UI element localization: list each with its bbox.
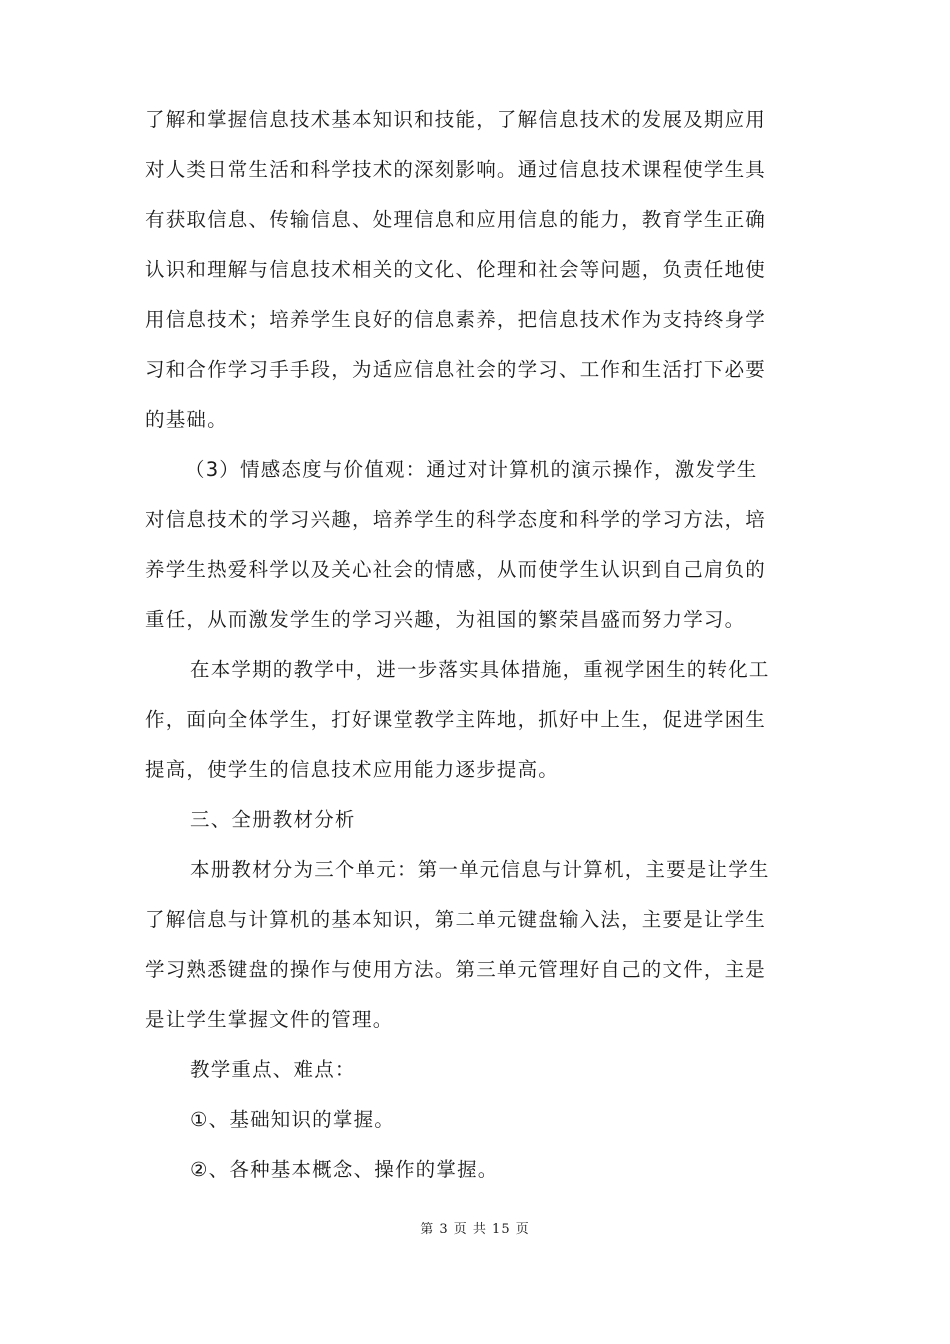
paragraph-line: 学习熟悉键盘的操作与使用方法。第三单元管理好自己的文件，主是: [145, 958, 767, 981]
paragraph-line: 养学生热爱科学以及关心社会的情感，从而使学生认识到自己肩负的: [145, 558, 767, 581]
paragraph-line: 对人类日常生活和科学技术的深刻影响。通过信息技术课程使学生具: [145, 158, 767, 181]
paragraph-line: 在本学期的教学中，进一步落实具体措施，重视学困生的转化工: [190, 658, 770, 681]
paragraph-line: 习和合作学习手手段，为适应信息社会的学习、工作和生活打下必要: [145, 358, 767, 381]
paragraph-line: 的基础。: [145, 408, 228, 431]
paragraph-line: 本册教材分为三个单元：第一单元信息与计算机，主要是让学生: [190, 858, 770, 881]
paragraph-line: 对信息技术的学习兴趣，培养学生的科学态度和科学的学习方法，培: [145, 508, 767, 531]
page-number-footer: 第 3 页 共 15 页: [420, 1222, 530, 1237]
paragraph-line: 了解信息与计算机的基本知识，第二单元键盘输入法，主要是让学生: [145, 908, 767, 931]
paragraph-line: 用信息技术；培养学生良好的信息素养，把信息技术作为支持终身学: [145, 308, 767, 331]
paragraph-line: 认识和理解与信息技术相关的文化、伦理和社会等问题，负责任地使: [145, 258, 767, 281]
paragraph-line: 了解和掌握信息技术基本知识和技能，了解信息技术的发展及期应用: [145, 108, 767, 131]
list-item: ②、各种基本概念、操作的掌握。: [190, 1158, 499, 1181]
paragraph-line: 提高，使学生的信息技术应用能力逐步提高。: [145, 758, 560, 781]
section-heading: 三、全册教材分析: [190, 808, 356, 831]
paragraph-line: 有获取信息、传输信息、处理信息和应用信息的能力，教育学生正确: [145, 208, 767, 231]
paragraph-line: 作，面向全体学生，打好课堂教学主阵地，抓好中上生，促进学困生: [145, 708, 767, 731]
paragraph-line: 重任，从而激发学生的学习兴趣，为祖国的繁荣昌盛而努力学习。: [145, 608, 746, 631]
paragraph-line: 是让学生掌握文件的管理。: [145, 1008, 394, 1031]
list-item: ①、基础知识的掌握。: [190, 1108, 395, 1131]
paragraph-line: （3）情感态度与价值观：通过对计算机的演示操作，激发学生: [185, 458, 758, 481]
paragraph-line: 教学重点、难点：: [190, 1058, 356, 1081]
